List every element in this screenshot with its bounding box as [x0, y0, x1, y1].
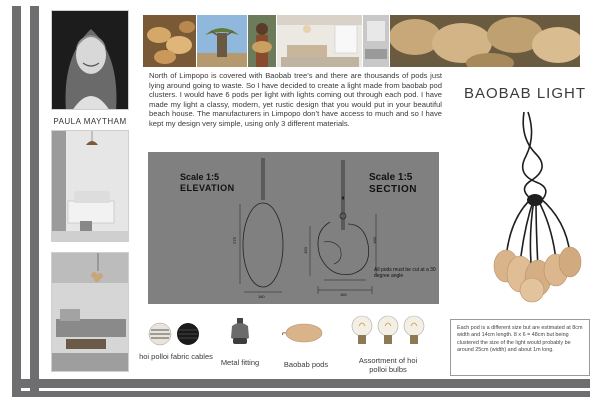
baobab-pods-photo: [143, 15, 196, 67]
frame-bar-bottom-upper: [12, 379, 590, 388]
elevation-height-dimension: 275: [231, 237, 237, 244]
light-bulb-icons: [350, 314, 426, 348]
material-label-bulbs: Assortment of hoi polloi bulbs: [358, 356, 418, 374]
metal-fitting-icon: [227, 318, 253, 346]
baobab-light-render: [480, 108, 590, 304]
size-estimate-note: Each pod is a different size but are estimated at 8cm width and 14cm length. 8 x 6 = 48cm but being clustered the size of the light would probably be around 25cm (width) and about 1m long.: [450, 319, 590, 376]
frame-bar-bottom-lower: [12, 391, 590, 397]
section-scale: Scale 1:5: [369, 172, 413, 183]
bedroom-interior-photo: [51, 130, 129, 242]
section-label: SECTION: [369, 184, 417, 195]
section-height-dimension: 160: [371, 237, 377, 244]
project-description: North of Limpopo is covered with Baobab tree’s and there are thousands of pods just lying around going to waste. So I have decided to create a light made from baobab pod clusters. I would have 6 pods per light with lights coming out through each pod. I have made my light a classy, modern, yet rustic design that you would put in your beautiful beach house. The manufacturers in Limpopo don’t have access to much and so I have kept my design very simple, using only 3 different materials.: [149, 71, 442, 128]
section-width-dimension: 160: [340, 292, 347, 297]
pod-cluster-photo: [390, 15, 580, 67]
beach-house-interior-photo: [277, 15, 362, 67]
section-left-dimension: 150: [302, 247, 308, 254]
technical-drawing-panel: [148, 152, 439, 304]
baobab-pod-icon: [282, 322, 326, 344]
cut-angle-note: All pods must be cut at a 30 degree angle: [374, 267, 436, 279]
elevation-label: ELEVATION: [180, 183, 235, 193]
material-label-cables: hoi polloi fabric cables: [139, 352, 213, 361]
elevation-scale: Scale 1:5: [180, 172, 220, 182]
designer-portrait: [51, 10, 129, 110]
pod-harvest-photo: [248, 15, 276, 67]
material-label-fitting: Metal fitting: [220, 358, 260, 367]
frame-bar-left-outer: [12, 6, 21, 392]
frame-bar-left-inner: [30, 6, 39, 392]
fabric-cable-swatches: [148, 322, 202, 346]
designer-name: PAULA MAYTHAM: [53, 117, 127, 126]
project-title: BAOBAB LIGHT: [463, 85, 587, 102]
living-room-interior-photo: [51, 252, 129, 372]
baobab-tree-photo: [197, 15, 247, 67]
elevation-width-dimension: 160: [258, 294, 265, 299]
bathroom-interior-photo: [363, 15, 389, 67]
material-label-pods: Baobab pods: [283, 360, 329, 369]
